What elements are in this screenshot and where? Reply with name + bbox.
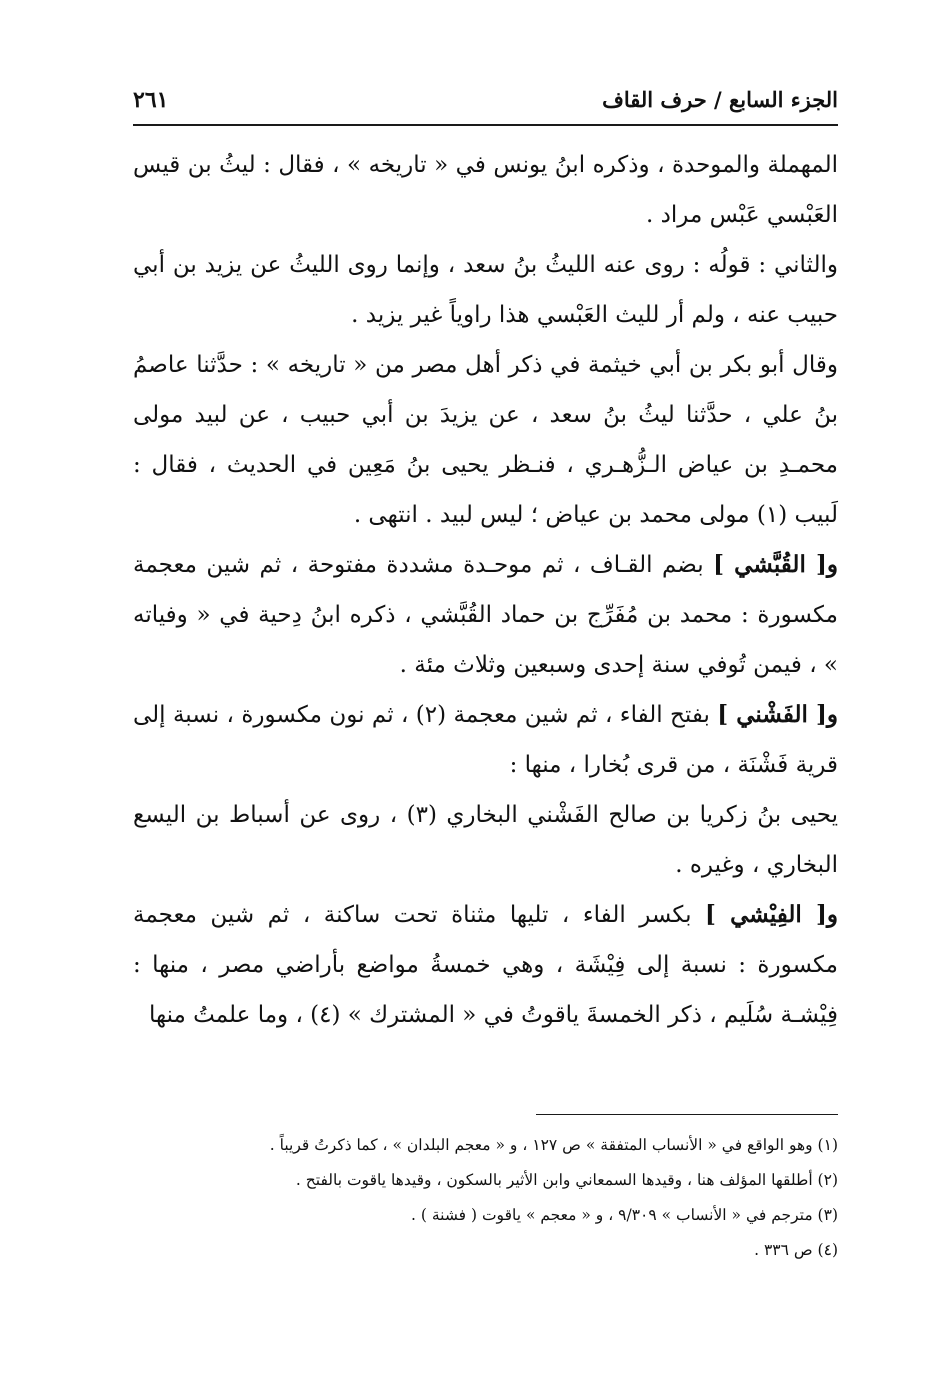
entry-heading: و[ الفِيْشي ]	[705, 901, 838, 928]
footnote: (٣) مترجم في « الأنساب » ٩/٣٠٩ ، و « معجم » ياقوت ( فشنة ) .	[411, 1206, 838, 1224]
footnote: (٤) ص ٣٣٦ .	[754, 1241, 838, 1259]
paragraph-text: يحيى بنُ زكريا بن صالح الفَشْني البخاري (٣) ، روى عن أسباط بن اليسع البخاري ، وغيره .	[133, 802, 838, 878]
paragraph-text: بضم القـاف ، ثم موحـدة مشددة مفتوحة ، ثم شين معجمة مكسورة : محمد بن مُفَرِّج بن حماد القُبَّشي ، ذكره ابنُ دِحية في « وفياته » ، فيمن تُوفي سنة إحدى وسبعين وثلاث مئة .	[133, 552, 838, 678]
paragraph	[133, 790, 838, 890]
page-number: ٢٦١	[133, 87, 169, 113]
paragraph-text: والثاني : قولُه : روى عنه الليثُ بنُ سعد ، وإنما روى الليثُ عن يزيد بن أبي حبيب عنه ، ولم أر لليث العَبْسي هذا راوياً غير يزيد .	[133, 252, 838, 328]
paragraph	[133, 140, 838, 240]
paragraph	[133, 890, 838, 1040]
entry-heading: و[ القُبَّشي ]	[713, 551, 838, 578]
header-divider	[133, 124, 838, 126]
entry-heading: و[ الفَشْني ]	[717, 701, 838, 728]
footnotes	[133, 1128, 838, 1268]
page-header	[133, 82, 838, 118]
paragraph-text: وقال أبو بكر بن أبي خيثمة في ذكر أهل مصر من « تاريخه » : حدَّثنا عاصمُ بنُ علي ، حدَّثنا ليثُ بنُ سعد ، عن يزيدَ بن أبي حبيب ، عن لبيد مولى محمـدِ بن عياض الـزُّهـري ، فنـظر يحيى بنُ مَعِين في الحديث ، فقال : لَبيب (١) مولى محمد بن عياض ؛ ليس لبيد . انتهى .	[133, 352, 838, 528]
main-text	[133, 140, 838, 1040]
running-title: الجزء السابع / حرف القاف	[602, 87, 838, 112]
paragraph-text: بفتح الفاء ، ثم شين معجمة (٢) ، ثم نون مكسورة ، نسبة إلى قرية فَشْنَة ، من قرى بُخارا ، منها :	[133, 702, 838, 778]
paragraph-text: المهملة والموحدة ، وذكره ابنُ يونس في « تاريخه » ، فقال : ليثُ بن قيس العَبْسي عَبْس مراد .	[133, 152, 838, 228]
paragraph	[133, 540, 838, 690]
footnote-divider	[536, 1114, 838, 1115]
paragraph	[133, 240, 838, 340]
footnote: (٢) أطلقها المؤلف هنا ، وقيدها السمعاني وابن الأثير بالسكون ، وقيدها ياقوت بالفتح .	[295, 1171, 838, 1189]
paragraph	[133, 690, 838, 790]
paragraph	[133, 340, 838, 540]
paragraph-text: بكسر الفاء ، تليها مثناة تحت ساكنة ، ثم شين معجمة مكسورة : نسبة إلى فِيْشَة ، وهي خمسةُ مواضع بأراضي مصر ، منها : فِيْشـة سُلَيم ، ذكر الخمسةَ ياقوتُ في « المشترك » (٤) ، وما علمتُ منها	[133, 902, 838, 1028]
footnote: (١) وهو الواقع في « الأنساب المتفقة » ص ١٢٧ ، و « معجم البلدان » ، كما ذكرتُ قريباً .	[269, 1136, 838, 1154]
